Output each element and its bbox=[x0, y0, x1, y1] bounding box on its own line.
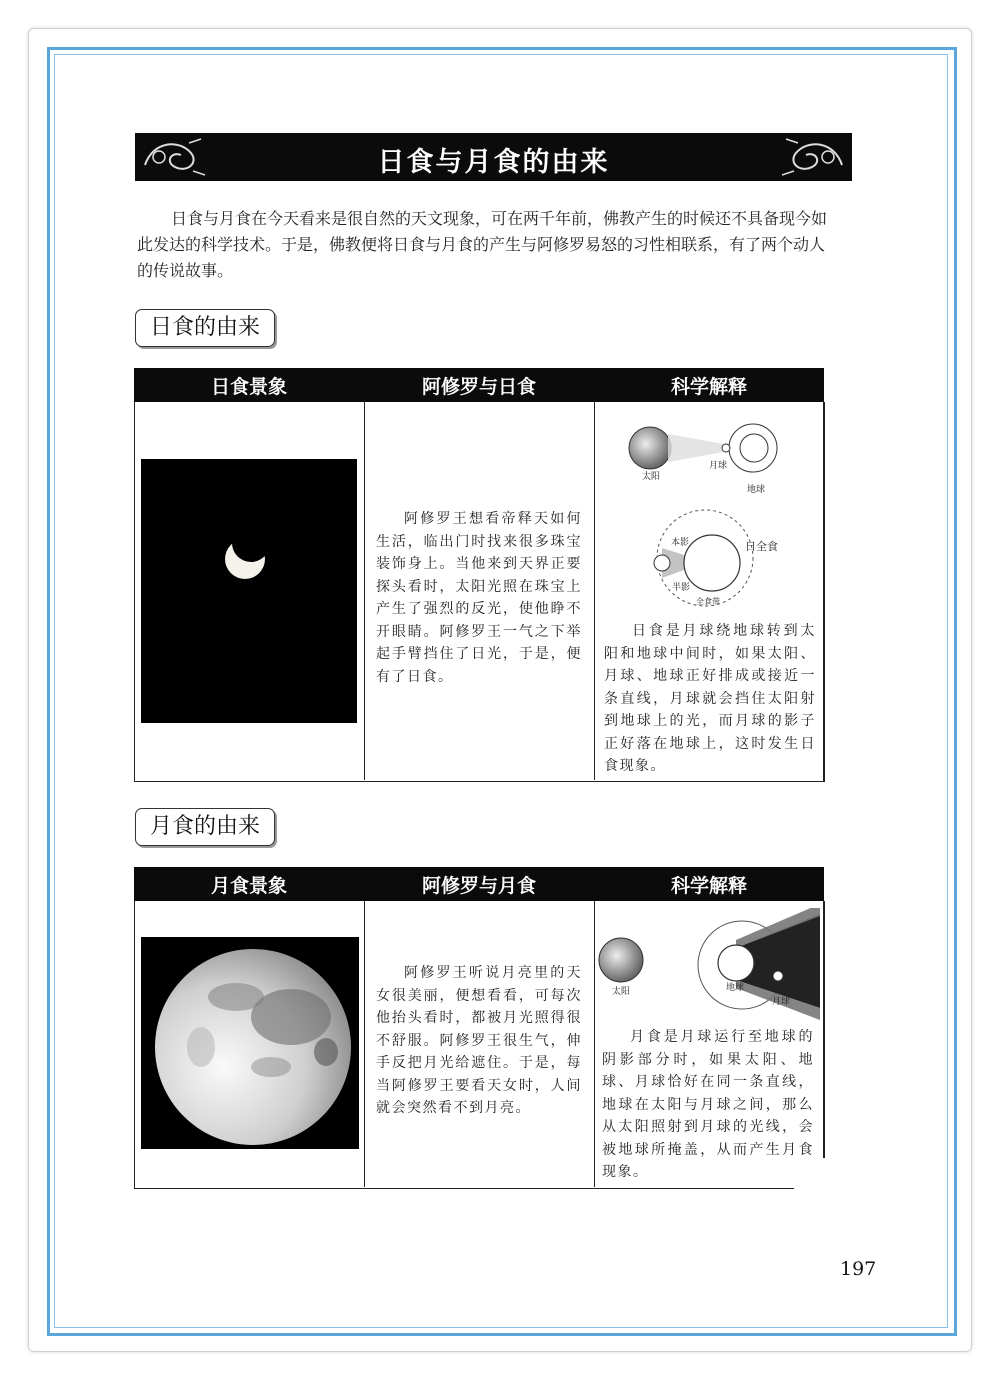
intro-paragraph: 日食与月食在今天看来是很自然的天文现象，可在两千年前，佛教产生的时候还不具备现今如此发达的科学技术。于是，佛教便将日食与月食的产生与阿修罗易怒的习性相联系，有了两个动人的传说故事。 bbox=[137, 209, 828, 280]
label-penumbra: 半影 bbox=[672, 583, 691, 593]
lunar-header-legend: 阿修罗与月食 bbox=[421, 875, 536, 897]
solar-table-header bbox=[134, 368, 824, 402]
page-number: 197 bbox=[840, 1258, 877, 1280]
lunar-label-earth: 地球 bbox=[726, 983, 745, 993]
sun-circle bbox=[629, 427, 671, 469]
solar-header-science: 科学解释 bbox=[670, 376, 747, 398]
lunar-header-science: 科学解释 bbox=[670, 875, 747, 897]
earth-circle bbox=[740, 434, 768, 462]
full-moon-image bbox=[141, 937, 359, 1149]
label-totality-band: 全食带 bbox=[696, 597, 720, 606]
lunar-table-right-border bbox=[823, 901, 825, 1158]
page-title: 日食与月食的由来 bbox=[377, 147, 610, 178]
lunar-eclipse-diagram bbox=[596, 908, 822, 1020]
solar-section-heading: 日食的由来 bbox=[135, 309, 275, 347]
solar-header-scene: 日食景象 bbox=[210, 376, 287, 398]
label-earth: 地球 bbox=[747, 485, 766, 495]
title-banner bbox=[135, 133, 852, 181]
solar-table-right-border bbox=[823, 402, 825, 782]
lunar-explanation-text: 月食是月球运行至地球的阴影部分时，如果太阳、地球、月球恰好在同一条直线，地球在太阳与月球之间，那么从太阳照射到月球的光线，会被地球所掩盖，从而产生月食现象。 bbox=[602, 1029, 814, 1180]
lunar-sun-circle bbox=[599, 938, 643, 982]
lunar-eclipse-photo bbox=[141, 937, 359, 1149]
moon-circle bbox=[722, 444, 730, 452]
dragon-ornament-right bbox=[778, 135, 848, 179]
solar-legend-text: 阿修罗王想看帝释天如何生活，临出门时找来很多珠宝装饰身上。当他来到天界正要探头看时，太阳光照在珠宝上产生了强烈的反光，使他睁不开眼睛。阿修罗王一气之下举起手臂挡住了日光，于是，便有了日食。 bbox=[376, 511, 582, 685]
lunar-earth-circle bbox=[718, 945, 754, 981]
label-umbra: 本影 bbox=[671, 538, 690, 548]
lunar-section-heading: 月食的由来 bbox=[135, 808, 275, 846]
lunar-moon-circle bbox=[773, 971, 783, 981]
solar-eclipse-photo bbox=[141, 459, 357, 723]
solar-header-legend: 阿修罗与日食 bbox=[421, 376, 536, 398]
crescent-sun-image bbox=[141, 459, 357, 723]
label-total-eclipse: 日全食 bbox=[745, 540, 778, 553]
lunar-label-sun: 太阳 bbox=[612, 987, 631, 997]
solar-eclipse-diagram bbox=[600, 408, 822, 618]
lunar-legend-text: 阿修罗王听说月亮里的天女很美丽，便想看看，可每次他抬头看时，都被月光照得很不舒服。阿修罗王很生气，伸手反把月光给遮住。于是，每当阿修罗王要看天女时，人间就会突然看不到月亮。 bbox=[376, 965, 582, 1116]
lunar-table-header bbox=[134, 867, 824, 901]
label-sun: 太阳 bbox=[642, 472, 661, 482]
solar-explanation-text: 日食是月球绕地球转到太阳和地球中间时，如果太阳、月球、地球正好排成或接近一条直线，月球就会挡住太阳射到地球上的光，而月球的影子正好落在地球上，这时发生日食现象。 bbox=[604, 623, 816, 774]
label-moon: 月球 bbox=[709, 461, 728, 471]
lunar-header-scene: 月食景象 bbox=[210, 875, 287, 897]
lunar-label-moon: 月球 bbox=[772, 997, 791, 1007]
